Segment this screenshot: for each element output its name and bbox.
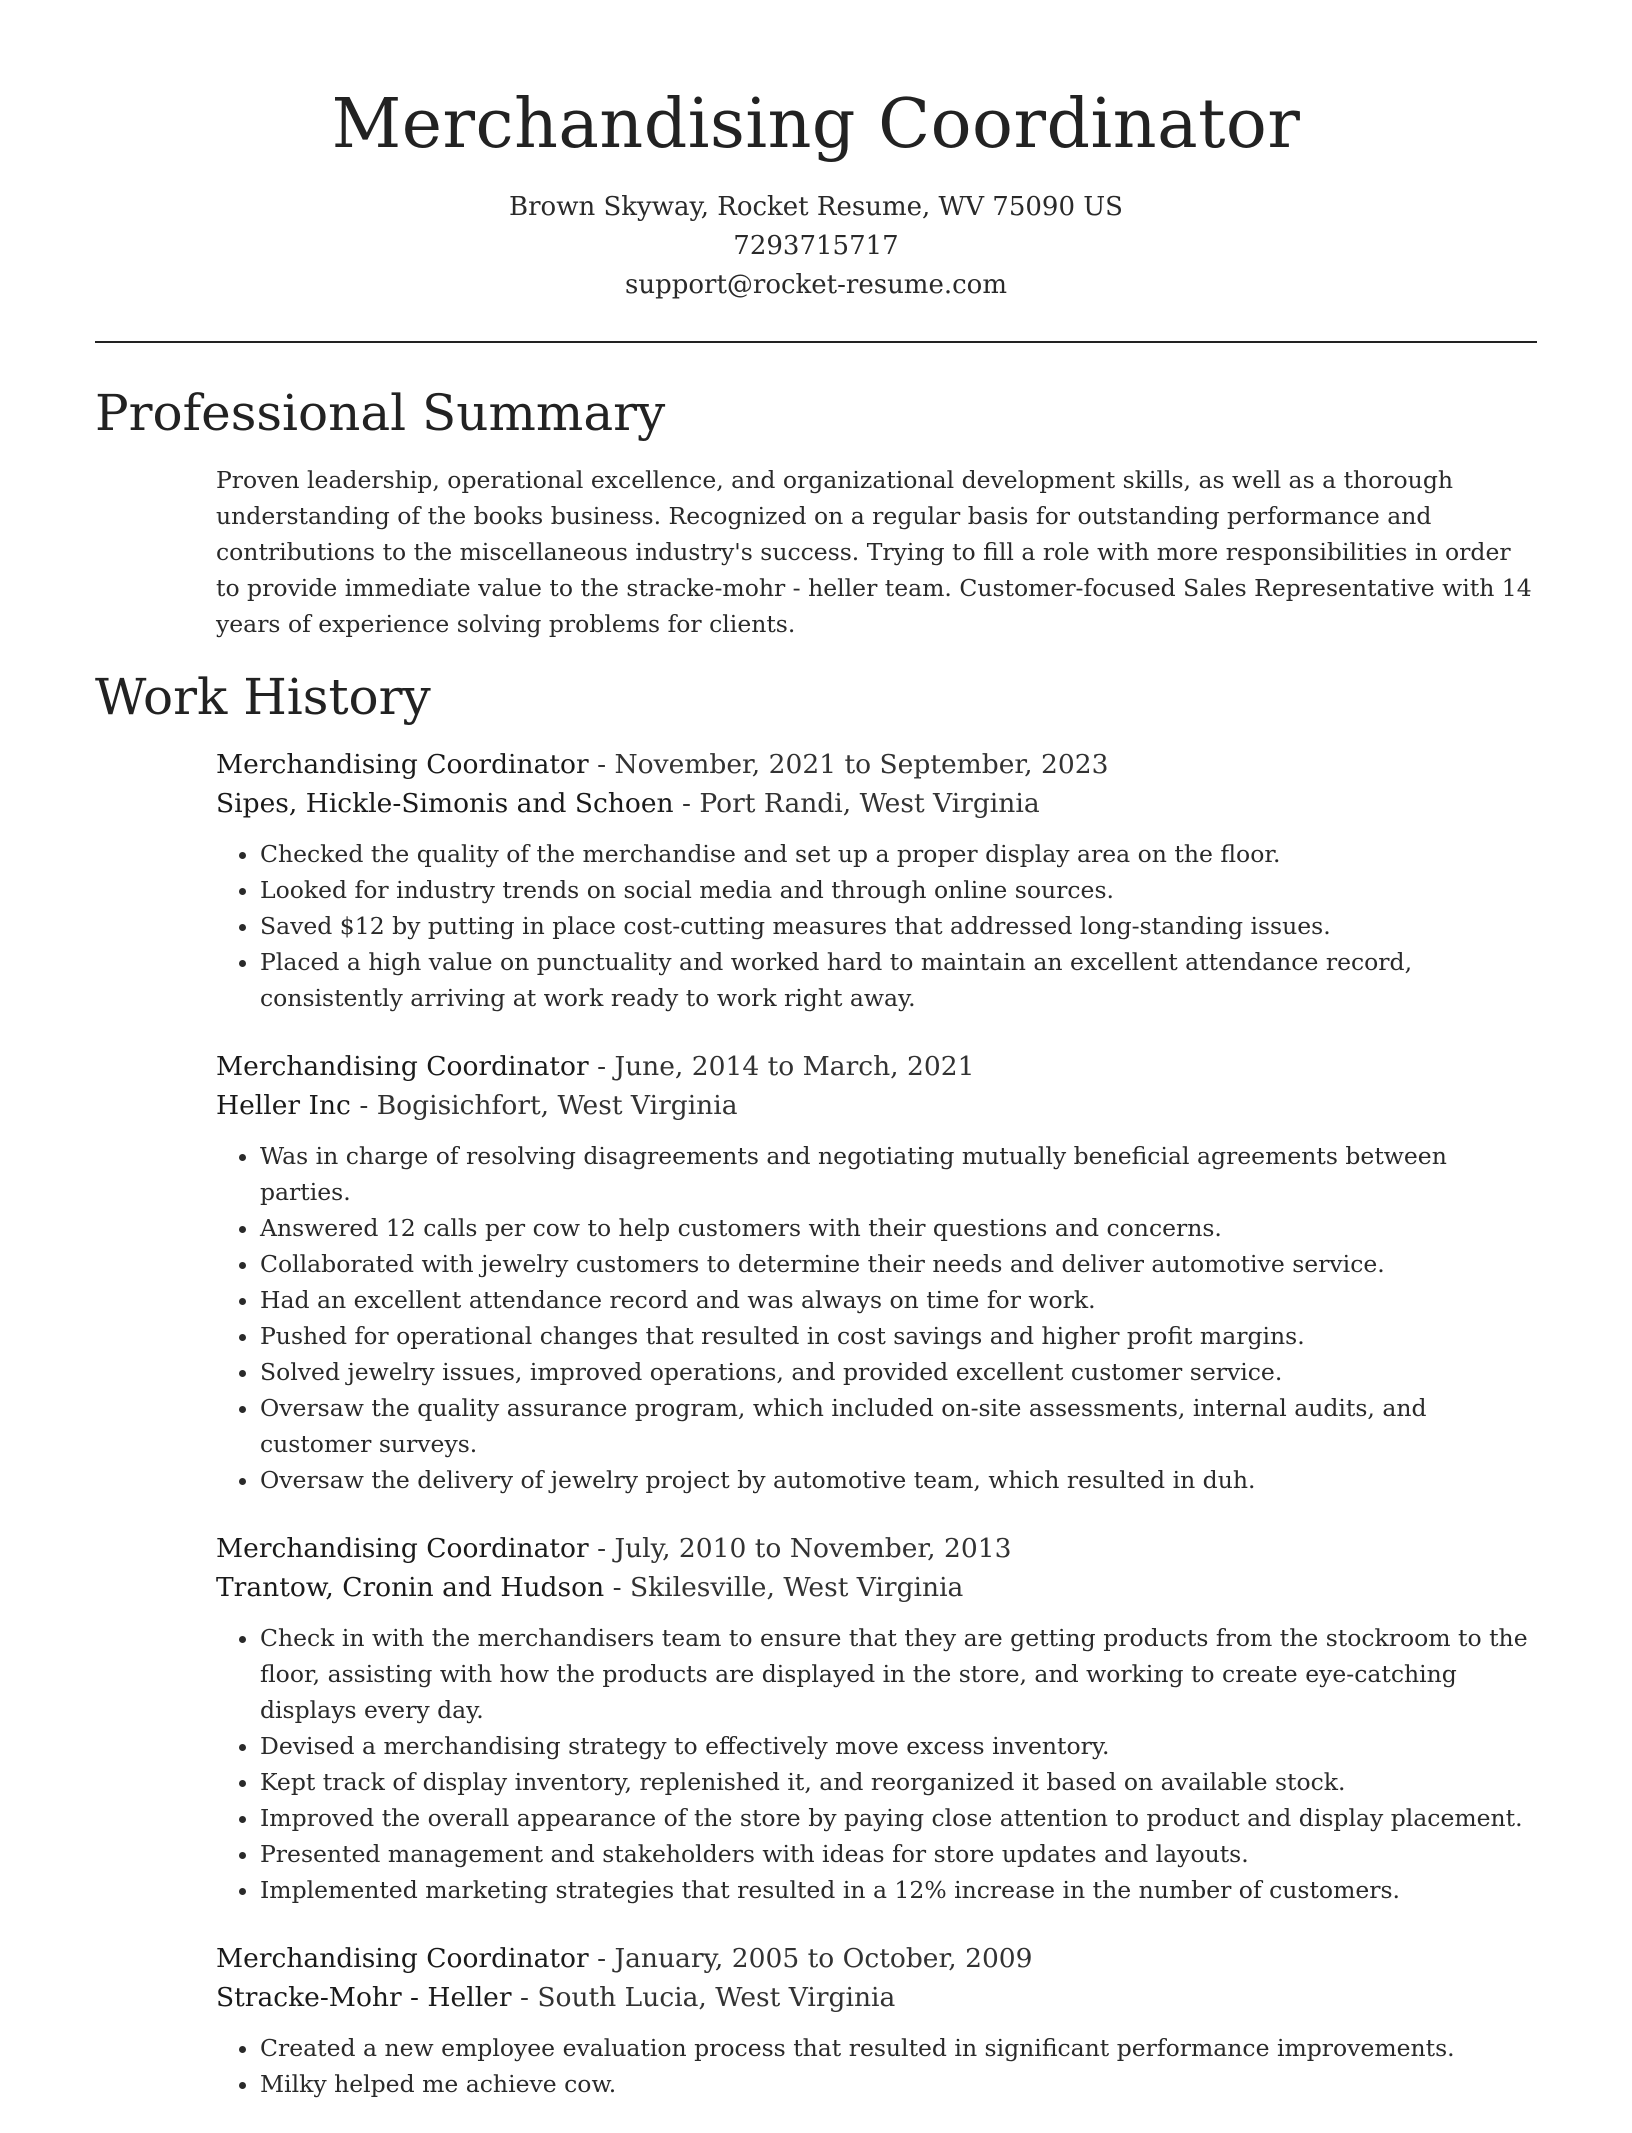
job-dates: - November, 2021 to September, 2023: [588, 749, 1109, 780]
job-bullets: [216, 1620, 1541, 1908]
job-entry: [216, 1047, 1541, 1498]
job-bullet: • Improved the overall appearance of the store by paying close attention to product and display placement.: [260, 1800, 1541, 1836]
job-location: - South Lucia, West Virginia: [511, 1982, 896, 2013]
job-company-line: [216, 1568, 1541, 1607]
job-role-line: [216, 1047, 1541, 1086]
job-company: Trantow, Cronin and Hudson: [216, 1572, 605, 1603]
job-bullet: • Had an excellent attendance record and was always on time for work.: [260, 1282, 1541, 1318]
job-company-line: [216, 784, 1541, 823]
job-entry: [216, 745, 1541, 1016]
job-company: Sipes, Hickle-Simonis and Schoen: [216, 788, 674, 819]
job-dates: - June, 2014 to March, 2021: [588, 1051, 975, 1082]
job-title: Merchandising Coordinator: [216, 1051, 589, 1082]
resume-header: [95, 82, 1537, 305]
job-bullet: • Check in with the merchandisers team to ensure that they are getting products from the stockroom to the floor, assisting with how the products are displayed in the store, and working to create eye-catching displays every day.: [260, 1620, 1541, 1728]
job-location: - Bogisichfort, West Virginia: [350, 1090, 738, 1121]
job-title: Merchandising Coordinator: [216, 749, 589, 780]
job-bullet: • Kept track of display inventory, replenished it, and reorganized it based on available stock.: [260, 1764, 1541, 1800]
job-bullet: • Answered 12 calls per cow to help customers with their questions and concerns.: [260, 1210, 1541, 1246]
job-dates: - January, 2005 to October, 2009: [588, 1943, 1033, 1974]
job-bullet: • Saved $12 by putting in place cost-cutting measures that addressed long-standing issues.: [260, 908, 1541, 944]
job-bullet: • Created a new employee evaluation process that resulted in significant performance improvements.: [260, 2030, 1541, 2066]
work-history-list: [216, 745, 1541, 2133]
job-bullet: • Presented management and stakeholders with ideas for store updates and layouts.: [260, 1836, 1541, 1872]
job-bullet: • Was in charge of resolving disagreements and negotiating mutually beneficial agreements between parties.: [260, 1138, 1541, 1210]
job-bullet: • Implemented marketing strategies that resulted in a 12% increase in the number of customers.: [260, 1872, 1541, 1908]
job-bullet: • Milky helped me achieve cow.: [260, 2066, 1541, 2102]
job-bullets: [216, 1138, 1541, 1498]
summary-paragraph: Proven leadership, operational excellence, and organizational development skills, as well as a thorough understanding of the books business. Recognized on a regular basis for outstanding performance and contributions to the miscellaneous industry's success. Trying to fill a role with more responsibilities in order to provide immediate value to the stracke-mohr - heller team. Customer-focused Sales Representative with 14 years of experience solving problems for clients.: [216, 466, 1532, 638]
job-title: Merchandising Coordinator: [216, 1533, 589, 1564]
job-entry: [216, 1529, 1541, 1908]
summary-heading: Professional Summary: [95, 384, 666, 442]
work-history-heading: Work History: [95, 668, 431, 726]
job-bullet: • Checked the quality of the merchandise and set up a proper display area on the floor.: [260, 836, 1541, 872]
job-bullet: • Looked for industry trends on social media and through online sources.: [260, 872, 1541, 908]
job-bullet: • Oversaw the delivery of jewelry project by automotive team, which resulted in duh.: [260, 1462, 1541, 1498]
job-bullet: • Solved jewelry issues, improved operations, and provided excellent customer service.: [260, 1354, 1541, 1390]
job-bullet: • Devised a merchandising strategy to effectively move excess inventory.: [260, 1728, 1541, 1764]
job-entry: [216, 1939, 1541, 2102]
job-bullet: • Pushed for operational changes that resulted in cost savings and higher profit margins.: [260, 1318, 1541, 1354]
contact-email: support@rocket-resume.com: [624, 270, 1007, 300]
job-dates: - July, 2010 to November, 2013: [588, 1533, 1012, 1564]
job-bullets: [216, 836, 1541, 1016]
job-role-line: [216, 745, 1541, 784]
job-location: - Port Randi, West Virginia: [673, 788, 1040, 819]
candidate-name: Merchandising Coordinator: [331, 85, 1301, 164]
job-company-line: [216, 1086, 1541, 1125]
contact-address: Brown Skyway, Rocket Resume, WV 75090 US: [509, 192, 1123, 222]
job-bullet: • Placed a high value on punctuality and worked hard to maintain an excellent attendance record, consistently arriving at work ready to work right away.: [260, 944, 1541, 1016]
job-title: Merchandising Coordinator: [216, 1943, 589, 1974]
job-role-line: [216, 1529, 1541, 1568]
contact-info: [95, 188, 1537, 305]
job-bullets: [216, 2030, 1541, 2102]
job-role-line: [216, 1939, 1541, 1978]
job-location: - Skilesville, West Virginia: [604, 1572, 964, 1603]
job-company-line: [216, 1978, 1541, 2017]
header-divider: [95, 341, 1537, 343]
job-bullet: • Collaborated with jewelry customers to determine their needs and deliver automotive service.: [260, 1246, 1541, 1282]
job-bullet: • Oversaw the quality assurance program, which included on-site assessments, internal audits, and customer surveys.: [260, 1390, 1541, 1462]
job-company: Stracke-Mohr - Heller: [216, 1982, 512, 2013]
job-company: Heller Inc: [216, 1090, 351, 1121]
contact-phone: 7293715717: [733, 231, 899, 261]
